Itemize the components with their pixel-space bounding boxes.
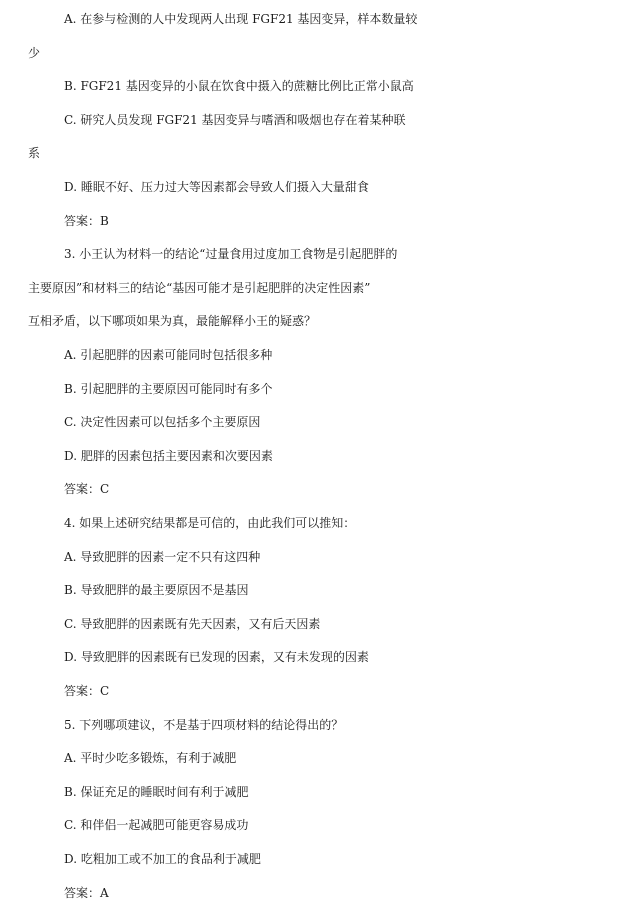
q2-answer: 答案：B [64, 213, 109, 228]
q4-option-b: B. 导致肥胖的最主要原因不是基因 [64, 583, 249, 598]
q3-stem-line1: 3. 小王认为材料一的结论“过量食用过度加工食物是引起肥胖的 [64, 247, 398, 262]
q5-option-c: C. 和伴侣一起减肥可能更容易成功 [64, 818, 249, 833]
q4-option-c: C. 导致肥胖的因素既有先天因素，又有后天因素 [64, 616, 321, 631]
q3-stem-line3: 互相矛盾，以下哪项如果为真，最能解释小王的疑惑？ [28, 314, 317, 329]
q3-option-a: A. 引起肥胖的因素可能同时包括很多种 [64, 348, 273, 362]
q2-option-d: D. 睡眠不好、压力过大等因素都会导致人们摄入大量甜食 [64, 180, 369, 194]
q5-option-a: A. 平时少吃多锻炼，有利于减肥 [64, 751, 237, 766]
q5-answer: 答案：A [64, 885, 109, 900]
q4-answer: 答案：C [64, 684, 110, 698]
q3-option-c: C. 决定性因素可以包括多个主要原因 [64, 415, 261, 430]
q3-stem-line2: 主要原因”和材料三的结论“基因可能才是引起肥胖的决定性因素” [28, 280, 371, 295]
q4-option-a: A. 导致肥胖的因素一定不只有这四种 [64, 549, 261, 564]
q5-option-b: B. 保证充足的睡眠时间有利于减肥 [64, 784, 249, 799]
q5-option-d: D. 吃粗加工或不加工的食品利于减肥 [64, 852, 261, 866]
q2-option-b: B. FGF21 基因变异的小鼠在饮食中摄入的蔗糖比例比正常小鼠高 [64, 79, 414, 94]
q4-stem: 4. 如果上述研究结果都是可信的，由此我们可以推知： [64, 516, 356, 530]
q3-option-b: B. 引起肥胖的主要原因可能同时有多个 [64, 381, 273, 396]
q2-option-a-line1: A. 在参与检测的人中发现两人出现 FGF21 基因变异，样本数量较 [64, 12, 418, 26]
q4-option-d: D. 导致肥胖的因素既有已发现的因素，又有未发现的因素 [64, 650, 369, 665]
q5-stem: 5. 下列哪项建议，不是基于四项材料的结论得出的？ [64, 717, 344, 732]
q3-answer: 答案：C [64, 482, 110, 497]
q2-option-c-line2: 系 [28, 146, 41, 161]
q3-option-d: D. 肥胖的因素包括主要因素和次要因素 [64, 448, 273, 463]
q2-option-a-line2: 少 [28, 45, 41, 60]
q2-option-c-line1: C. 研究人员发现 FGF21 基因变异与嗜酒和吸烟也存在着某种联 [64, 112, 406, 127]
